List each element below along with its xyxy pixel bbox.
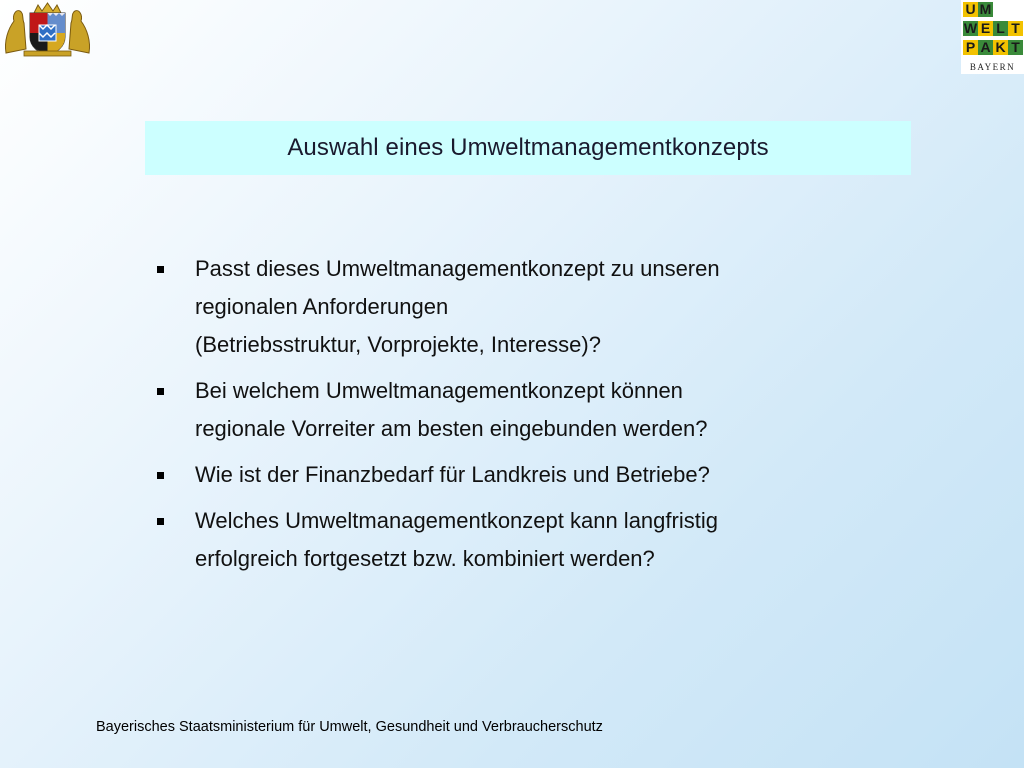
- umweltpakt-letter: K: [993, 40, 1008, 55]
- umweltpakt-letter: T: [1008, 40, 1023, 55]
- square-bullet-icon: [157, 388, 164, 395]
- umweltpakt-letter: P: [963, 40, 978, 55]
- bullet-text-line: regionale Vorreiter am besten eingebunden werden?: [195, 416, 708, 441]
- umweltpakt-letter: E: [978, 21, 993, 36]
- bullet-text-line: regionalen Anforderungen: [195, 294, 449, 319]
- bullet-item: [155, 250, 855, 364]
- umweltpakt-row: [961, 21, 1024, 36]
- square-bullet-icon: [157, 472, 164, 479]
- umweltpakt-bayern-label: BAYERN: [969, 62, 1016, 72]
- umweltpakt-letter: L: [993, 21, 1008, 36]
- slide-title: Auswahl eines Umweltmanagementkonzepts: [287, 134, 769, 161]
- bullet-item: [155, 372, 855, 448]
- square-bullet-icon: [157, 266, 164, 273]
- bullet-text-line: Wie ist der Finanzbedarf für Landkreis und Betriebe?: [195, 462, 710, 487]
- bullet-text-line: Passt dieses Umweltmanagementkonzept zu unseren: [195, 256, 720, 281]
- umweltpakt-letter: U: [963, 2, 978, 17]
- umweltpakt-row: [961, 2, 1024, 17]
- umweltpakt-letter: W: [963, 20, 978, 36]
- footer-ministry: Bayerisches Staatsministerium für Umwelt, Gesundheit und Verbraucherschutz: [96, 719, 603, 735]
- bullet-item: [155, 502, 855, 578]
- bavarian-coat-of-arms-logo: [2, 1, 93, 57]
- umweltpakt-bayern-logo: [961, 0, 1024, 74]
- bullet-text-line: Welches Umweltmanagementkonzept kann langfristig: [195, 508, 718, 533]
- umweltpakt-letter: A: [978, 40, 993, 55]
- bullet-text-line: erfolgreich fortgesetzt bzw. kombiniert werden?: [195, 546, 655, 571]
- umweltpakt-letter: T: [1008, 21, 1023, 36]
- bullet-text-line: Bei welchem Umweltmanagementkonzept können: [195, 378, 683, 403]
- bullet-item: [155, 456, 855, 494]
- square-bullet-icon: [157, 518, 164, 525]
- bullet-list: [155, 250, 855, 586]
- umweltpakt-row: [961, 40, 1024, 55]
- slide-title-box: [145, 121, 911, 175]
- umweltpakt-letter: M: [979, 1, 992, 17]
- bullet-text-line: (Betriebsstruktur, Vorprojekte, Interesse)?: [195, 332, 601, 357]
